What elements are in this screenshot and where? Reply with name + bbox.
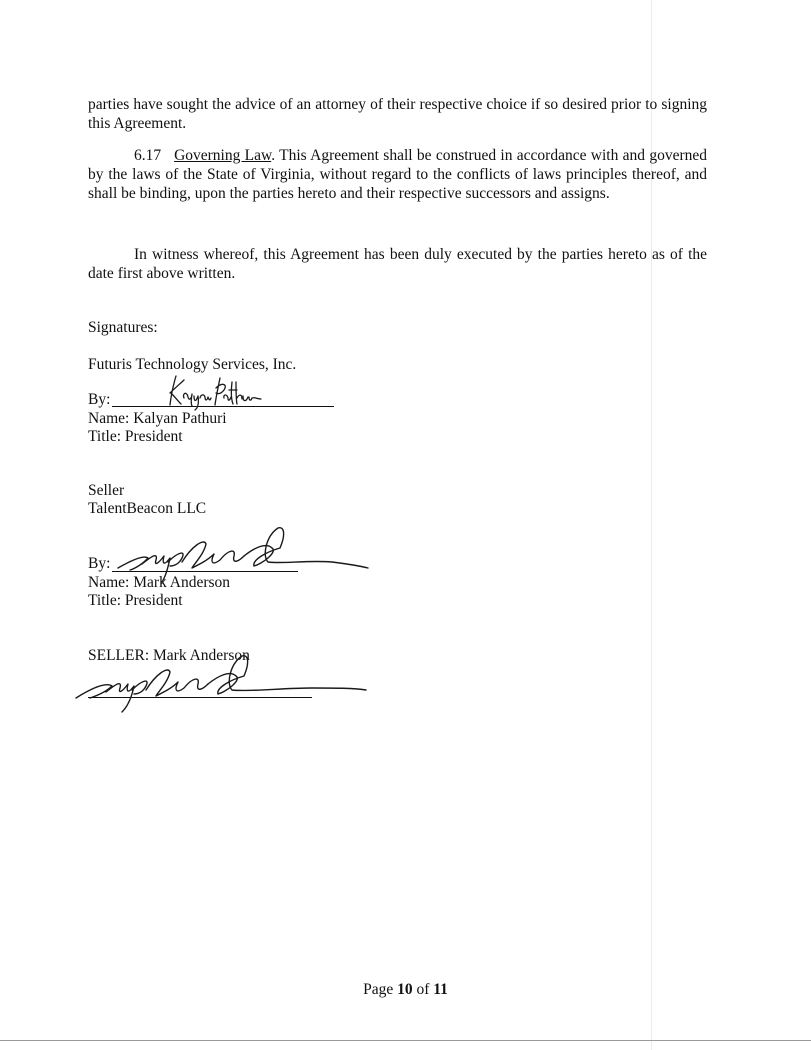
section-heading: Governing Law — [174, 147, 272, 164]
page-bottom-edge — [0, 1040, 811, 1041]
seller-individual-label: SELLER: Mark Anderson — [88, 647, 250, 664]
page-footer: Page 10 of 11 — [363, 981, 448, 998]
buyer-by-label: By: — [88, 391, 111, 408]
buyer-title: Title: President — [88, 428, 183, 445]
paragraph-witness: In witness whereof, this Agreement has been duly executed by the parties hereto as of the date first above written. — [88, 246, 707, 282]
seller-by-label: By: — [88, 555, 111, 572]
signatures-heading: Signatures: — [88, 319, 158, 336]
seller-individual-signature — [72, 650, 372, 714]
paragraph-advice: parties have sought the advice of an attorney of their respective choice if so desired prior to signing this Agreement. — [88, 96, 707, 132]
seller-company: TalentBeacon LLC — [88, 500, 207, 517]
page-total: 11 — [433, 981, 448, 998]
buyer-signature — [160, 372, 270, 412]
seller-name: Name: Mark Anderson — [88, 574, 231, 591]
seller-title: Title: President — [88, 592, 183, 609]
paragraph-governing-law: 6.17 Governing Law. This Agreement shall be construed in accordance with and governed by the laws of the State of Virginia, without regard to the conflicts of laws principles thereof, and shall be binding, upon the parties hereto and their respective successors and assigns. — [88, 147, 707, 202]
buyer-name: Name: Kalyan Pathuri — [88, 410, 227, 427]
page-number: 10 — [397, 981, 413, 998]
seller-role: Seller — [88, 482, 125, 499]
buyer-company: Futuris Technology Services, Inc. — [88, 356, 297, 373]
section-number: 6.17 — [134, 147, 162, 164]
